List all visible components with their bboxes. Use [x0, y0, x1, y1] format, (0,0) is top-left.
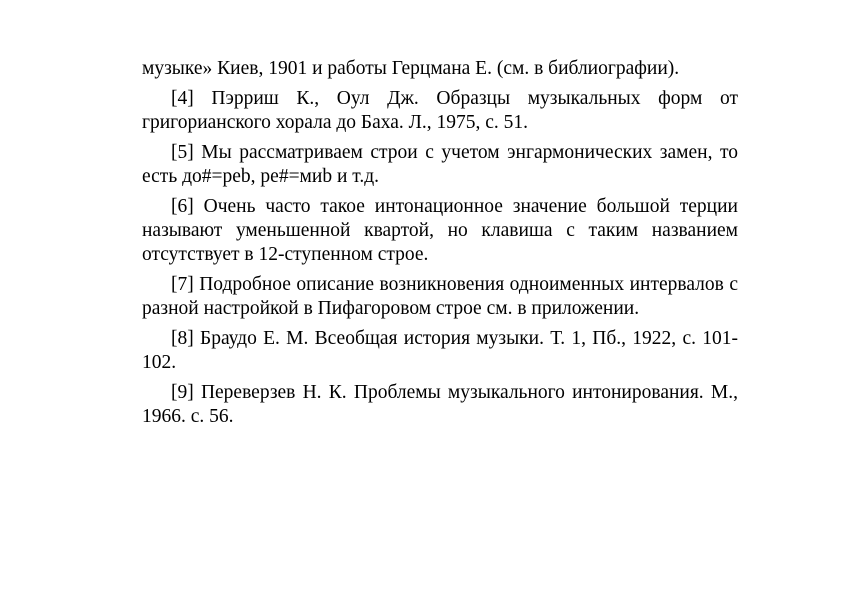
- footnote-4: [4] Пэрриш К., Оул Дж. Образцы музыкальных форм от григорианского хорала до Баха. Л., 1975, с. 51.: [142, 88, 738, 133]
- footnote-8: [8] Браудо Е. М. Всеобщая история музыки. Т. 1, Пб., 1922, с. 101-102.: [142, 328, 738, 373]
- footnote-9: [9] Переверзев Н. К. Проблемы музыкального интонирования. М., 1966. с. 56.: [142, 382, 738, 427]
- footnote-continuation: музыке» Киев, 1901 и работы Герцмана Е. (см. в библиографии).: [142, 58, 680, 79]
- footnotes-list: [142, 57, 738, 435]
- footnote-6: [6] Очень часто такое интонационное значение большой терции называют уменьшенной квартой, но клавиша с таким названием отсутствует в 12-ступенном строе.: [142, 196, 738, 265]
- footnote-5: [5] Мы рассматриваем строи с учетом энгармонических замен, то есть до#=реb, ре#=миb и т.д.: [142, 142, 738, 187]
- footnote-7: [7] Подробное описание возникновения одноименных интервалов с разной настройкой в Пифагоровом строе см. в приложении.: [142, 274, 738, 319]
